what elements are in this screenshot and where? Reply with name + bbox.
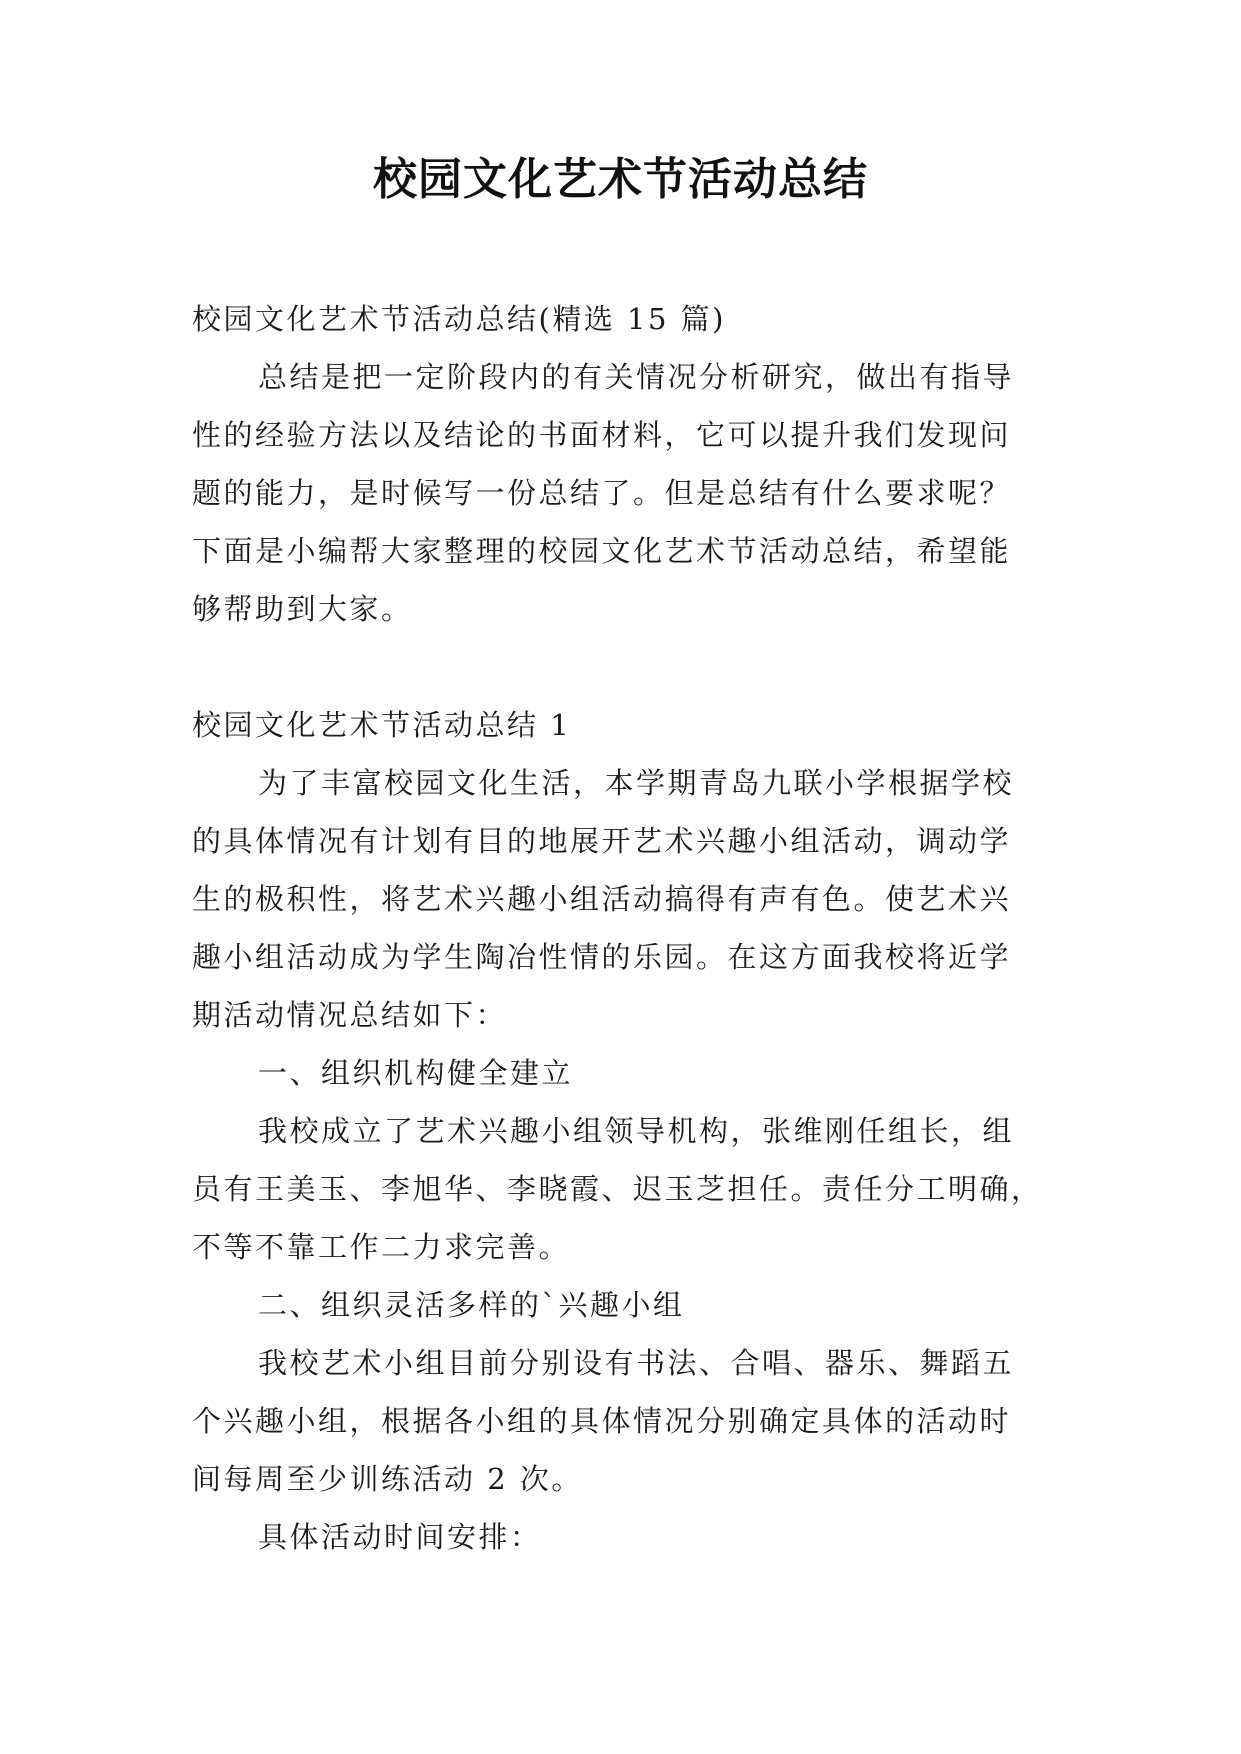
text-line: 生的极积性，将艺术兴趣小组活动搞得有声有色。使艺术兴: [192, 882, 1012, 916]
subtitle-text: 校园文化艺术节活动总结(精选 15 篇): [192, 302, 726, 336]
text-line: 性的经验方法以及结论的书面材料，它可以提升我们发现问: [192, 418, 1012, 452]
text-line: 为了丰富校园文化生活，本学期青岛九联小学根据学校: [258, 766, 1015, 800]
text-line: 够帮助到大家。: [192, 592, 413, 626]
text-line: 下面是小编帮大家整理的校园文化艺术节活动总结，希望能: [192, 534, 1012, 568]
text-line: 不等不靠工作二力求完善。: [192, 1230, 571, 1264]
subheading-text: 一、组织机构健全建立: [258, 1056, 574, 1090]
text-line: 趣小组活动成为学生陶冶性情的乐园。在这方面我校将近学: [192, 940, 1012, 974]
text-line: 员有王美玉、李旭华、李晓霞、迟玉芝担任。责任分工明确，: [192, 1172, 1043, 1206]
text-line: 间每周至少训练活动 2 次。: [192, 1462, 583, 1496]
paragraph-one: [192, 1102, 1052, 1276]
section-heading: [192, 696, 1052, 754]
schedule-label: [192, 1508, 1052, 1566]
text-line: 我校艺术小组目前分别设有书法、合唱、器乐、舞蹈五: [258, 1346, 1015, 1380]
section1-paragraph: [192, 754, 1052, 1044]
text-line: 题的能力，是时候写一份总结了。但是总结有什么要求呢？: [192, 476, 1012, 510]
schedule-label-text: 具体活动时间安排：: [258, 1520, 542, 1554]
paragraph-two: [192, 1334, 1052, 1508]
section-heading-text: 校园文化艺术节活动总结 1: [192, 708, 572, 742]
text-line: 期活动情况总结如下：: [192, 998, 508, 1032]
intro-paragraph: [192, 348, 1052, 638]
subheading-text: 二、组织灵活多样的`兴趣小组: [258, 1288, 685, 1322]
subheading-two: [192, 1276, 1052, 1334]
text-line: 总结是把一定阶段内的有关情况分析研究，做出有指导: [258, 360, 1015, 394]
text-line: 我校成立了艺术兴趣小组领导机构，张维刚任组长，组: [258, 1114, 1015, 1148]
document-title: 校园文化艺术节活动总结: [373, 154, 868, 205]
text-line: 的具体情况有计划有目的地展开艺术兴趣小组活动，调动学: [192, 824, 1012, 858]
text-line: 个兴趣小组，根据各小组的具体情况分别确定具体的活动时: [192, 1404, 1012, 1438]
document-subtitle: [192, 290, 1052, 348]
document-body: [192, 290, 1052, 1566]
paragraph-gap: [192, 638, 1052, 696]
subheading-one: [192, 1044, 1052, 1102]
